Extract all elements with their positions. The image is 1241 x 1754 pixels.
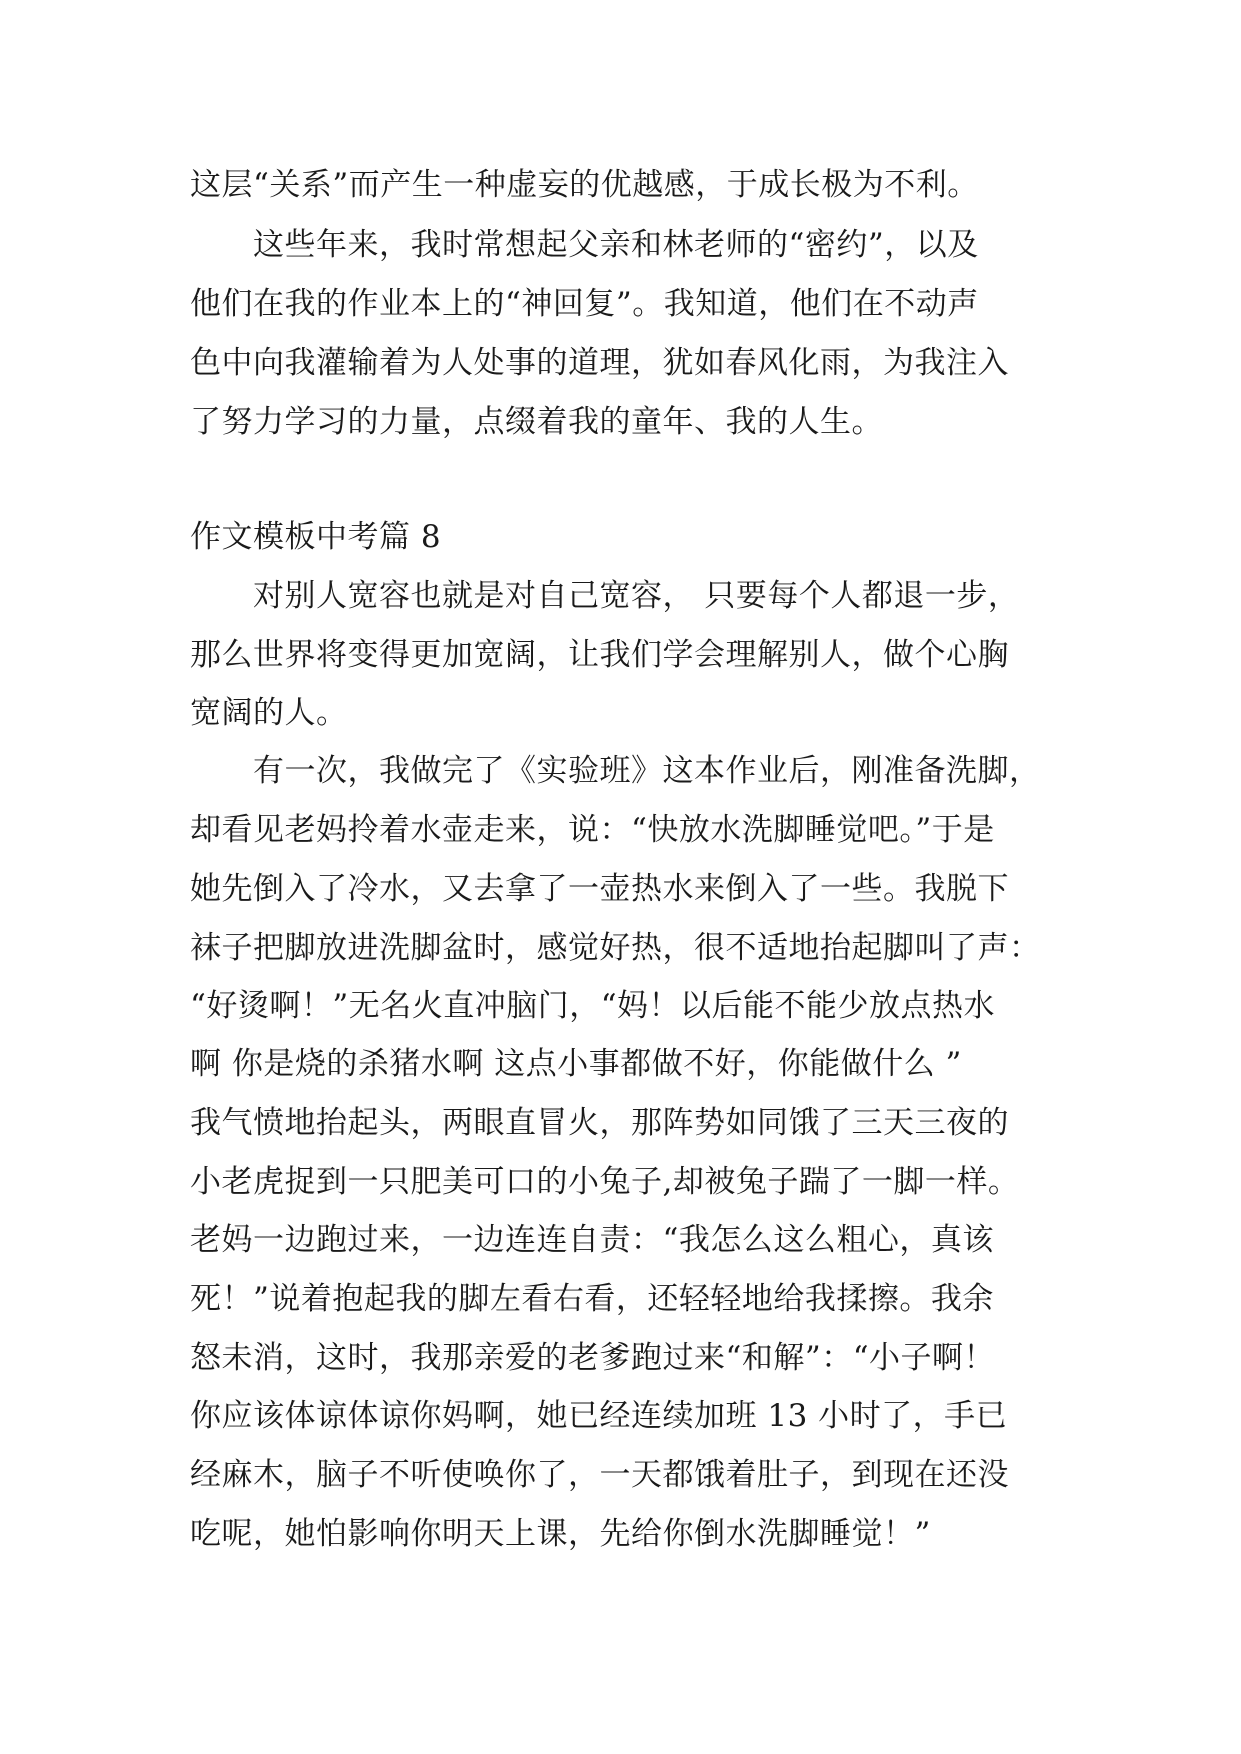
paragraph-line: 宽阔的人。 (190, 695, 348, 731)
paragraph-line: 袜子把脚放进洗脚盆时，感觉好热，很不适地抬起脚叫了声： (190, 930, 1041, 966)
paragraph-line: 经麻木，脑子不听使唤你了，一天都饿着肚子，到现在还没 (190, 1457, 1009, 1493)
paragraph-line: 有一次，我做完了《实验班》这本作业后，刚准备洗脚， (190, 753, 1041, 789)
section-heading: 作文模板中考篇 8 (190, 519, 442, 555)
paragraph-line: 老妈一边跑过来，一边连连自责：“我怎么这么粗心，真该 (190, 1222, 994, 1258)
paragraph-line: 怒未消，这时，我那亲爱的老爹跑过来“和解”：“小子啊！ (190, 1340, 996, 1376)
paragraph-line: 对别人宽容也就是对自己宽容， 只要每个人都退一步， (190, 578, 1020, 614)
paragraph-line: 这层“关系”而产生一种虚妄的优越感，于成长极为不利。 (190, 167, 979, 203)
paragraph-line: 你应该体谅体谅你妈啊，她已经连续加班 13 小时了，手已 (190, 1398, 1008, 1434)
paragraph-line: 她先倒入了冷水，又去拿了一壶热水来倒入了一些。我脱下 (190, 871, 1009, 907)
paragraph-line: 了努力学习的力量，点缀着我的童年、我的人生。 (190, 404, 883, 440)
paragraph-line: 小老虎捉到一只肥美可口的小兔子,却被兔子踹了一脚一样。 (190, 1164, 1020, 1200)
paragraph-line: 这些年来，我时常想起父亲和林老师的“密约”，以及 (190, 227, 979, 263)
paragraph-line: 却看见老妈拎着水壶走来，说：“快放水洗脚睡觉吧。”于是 (190, 812, 995, 848)
paragraph-line: 我气愤地抬起头，两眼直冒火，那阵势如同饿了三天三夜的 (190, 1105, 1009, 1141)
paragraph-line: 啊 你是烧的杀猪水啊 这点小事都做不好，你能做什么 ” (190, 1046, 962, 1082)
paragraph-line: 吃呢，她怕影响你明天上课，先给你倒水洗脚睡觉！” (190, 1516, 931, 1552)
paragraph-line: 色中向我灌输着为人处事的道理，犹如春风化雨，为我注入 (190, 345, 1009, 381)
paragraph-line: 那么世界将变得更加宽阔，让我们学会理解别人，做个心胸 (190, 637, 1009, 673)
paragraph-line: “好烫啊！”无名火直冲脑门，“妈！以后能不能少放点热水 (190, 988, 996, 1024)
paragraph-line: 死！”说着抱起我的脚左看右看，还轻轻地给我揉擦。我余 (190, 1281, 994, 1317)
paragraph-line: 他们在我的作业本上的“神回复”。我知道，他们在不动声 (190, 286, 979, 322)
